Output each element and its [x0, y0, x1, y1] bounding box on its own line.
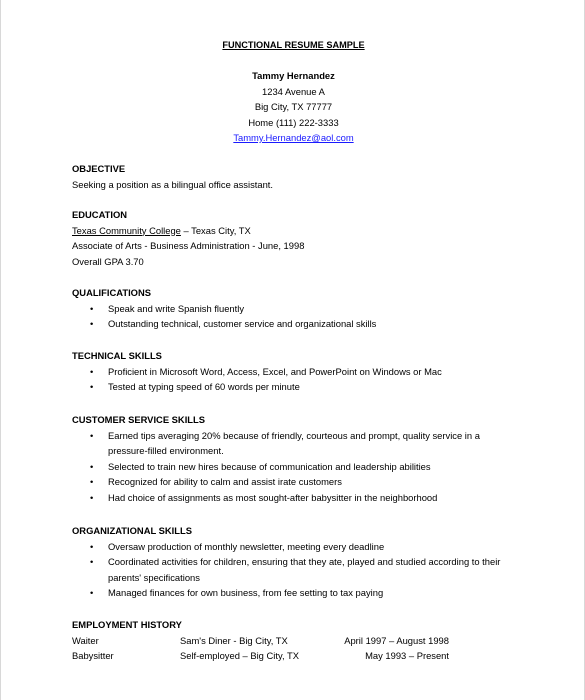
employment-dates: April 1997 – August 1998	[344, 634, 449, 646]
bullet-icon: •	[90, 476, 94, 487]
list-item: • Selected to train new hires because of communication and leadership abilities	[72, 459, 532, 475]
employment-row	[72, 648, 532, 664]
list-item: • Speak and write Spanish fluently	[72, 301, 532, 317]
customer-service-section	[72, 412, 532, 505]
contact-phone: Home (111) 222-3333	[248, 116, 339, 128]
objective-section	[72, 161, 532, 192]
objective-text: Seeking a position as a bilingual office assistant.	[72, 178, 273, 190]
bullet-icon: •	[90, 381, 94, 392]
education-school-line	[72, 223, 532, 239]
qualifications-heading: QUALIFICATIONS	[72, 287, 151, 298]
education-heading: EDUCATION	[72, 209, 128, 220]
contact-name: Tammy Hernandez	[252, 70, 335, 81]
list-item: • Recognized for ability to calm and assist irate customers	[72, 474, 532, 490]
list-item: • Managed finances for own business, from fee setting to tax paying	[72, 585, 532, 601]
qualifications-list	[72, 301, 532, 332]
list-item: • Tested at typing speed of 60 words per minute	[72, 379, 532, 395]
bullet-icon: •	[90, 491, 94, 503]
employment-role: Babysitter	[72, 650, 114, 661]
contact-city: Big City, TX 77777	[254, 101, 333, 112]
organizational-skills-heading: ORGANIZATIONAL SKILLS	[72, 525, 192, 536]
employment-employer: Self-employed – Big City, TX	[180, 650, 299, 661]
employment-row	[72, 633, 532, 649]
education-degree: Associate of Arts - Business Administration - June, 1998	[72, 240, 305, 251]
list-item: • Earned tips averaging 20% because of friendly, courteous and prompt, quality service in a pressure-filled environment.	[90, 429, 480, 456]
list-item: • Had choice of assignments as most sought-after babysitter in the neighborhood	[72, 490, 532, 506]
contact-address: 1234 Avenue A	[262, 85, 325, 97]
bullet-icon: •	[90, 556, 94, 567]
contact-block	[1, 68, 585, 146]
bullet-icon: •	[90, 587, 94, 598]
education-section	[72, 207, 532, 269]
list-item: • Oversaw production of monthly newsletter, meeting every deadline	[72, 539, 532, 555]
school-location: – Texas City, TX	[180, 224, 251, 236]
technical-skills-list	[72, 364, 532, 395]
employment-history-section	[72, 617, 532, 664]
bullet-icon: •	[90, 460, 94, 472]
objective-heading: OBJECTIVE	[72, 163, 126, 174]
bullet-icon: •	[90, 318, 94, 329]
employment-history-heading: EMPLOYMENT HISTORY	[72, 619, 182, 630]
bullet-icon: •	[90, 540, 94, 552]
employment-employer: Sam's Diner - Big City, TX	[180, 634, 288, 646]
customer-service-heading: CUSTOMER SERVICE SKILLS	[72, 414, 206, 425]
organizational-skills-list	[72, 539, 532, 601]
list-item: • Outstanding technical, customer service and organizational skills	[72, 316, 532, 332]
education-gpa: Overall GPA 3.70	[72, 255, 144, 267]
technical-skills-section	[72, 348, 532, 395]
bullet-icon: •	[90, 302, 94, 314]
organizational-skills-section	[72, 523, 532, 601]
customer-service-list	[72, 428, 532, 506]
document-title: FUNCTIONAL RESUME SAMPLE	[222, 40, 365, 50]
school-name: Texas Community College	[72, 224, 181, 236]
contact-email-link[interactable]: Tammy.Hernandez@aol.com	[233, 132, 354, 143]
list-item: • Coordinated activities for children, ensuring that they ate, played and studied according to their parents' specifications	[90, 556, 501, 583]
employment-role: Waiter	[72, 634, 99, 646]
qualifications-section	[72, 285, 532, 332]
bullet-icon: •	[90, 365, 94, 377]
technical-skills-heading: TECHNICAL SKILLS	[72, 350, 162, 361]
list-item: • Proficient in Microsoft Word, Access, Excel, and PowerPoint on Windows or Mac	[72, 364, 532, 380]
bullet-icon: •	[90, 429, 94, 441]
employment-dates: May 1993 – Present	[365, 650, 449, 661]
